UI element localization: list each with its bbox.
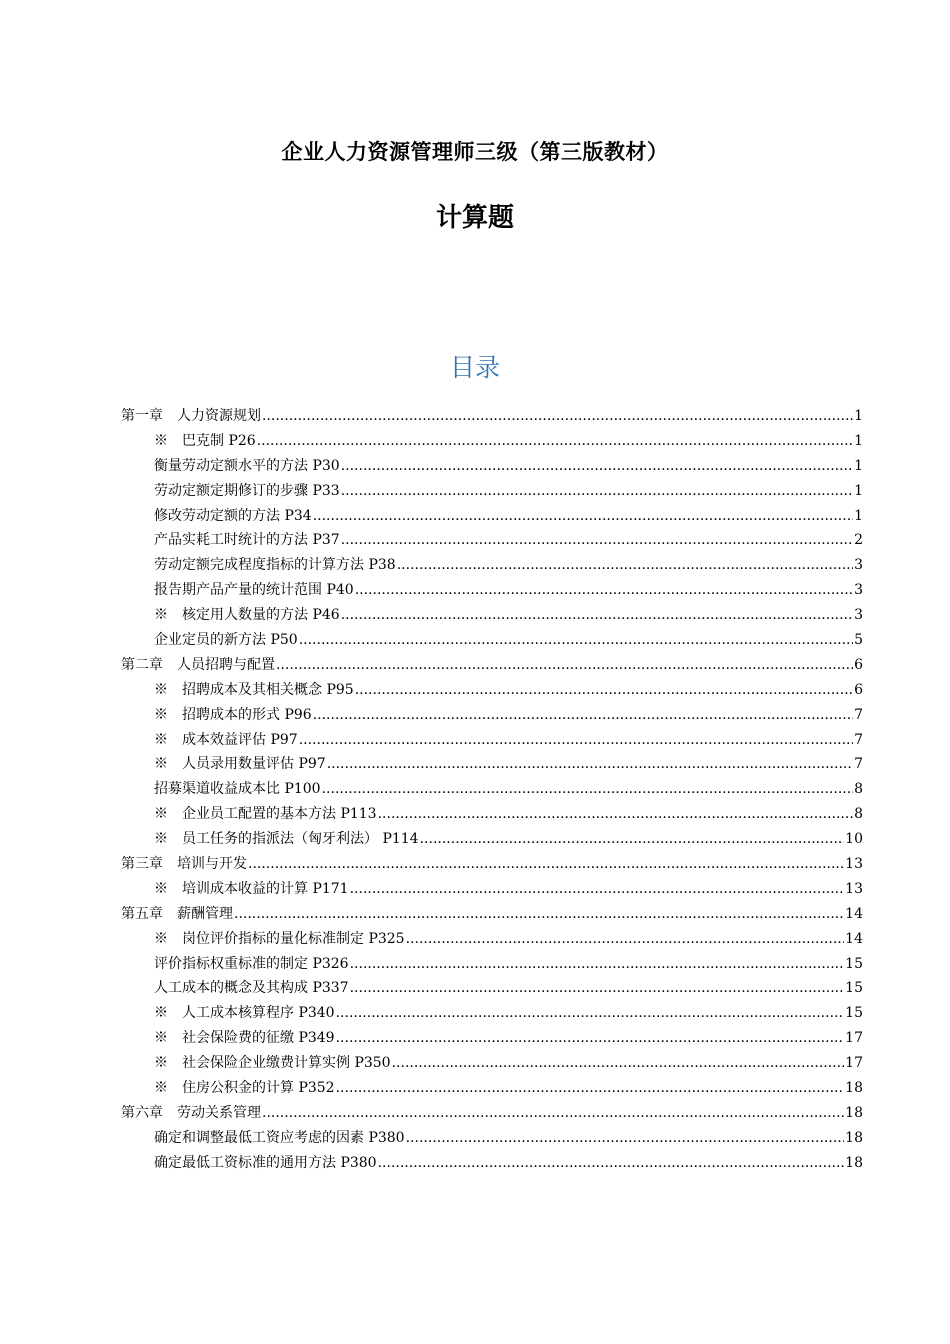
toc-entry-title: ※ 员工任务的指派法（匈牙利法） P114	[154, 831, 419, 848]
toc-section-entry[interactable]	[121, 703, 863, 728]
toc-page-number: 5	[854, 632, 863, 649]
toc-page-number: 7	[854, 706, 863, 723]
toc-page-number: 1	[854, 482, 863, 499]
toc-entry-title: ※ 社会保险企业缴费计算实例 P350	[154, 1055, 391, 1072]
toc-page-number: 3	[854, 557, 863, 574]
toc-entry-title: ※ 核定用人数量的方法 P46	[154, 607, 340, 624]
toc-section-entry[interactable]	[121, 504, 863, 529]
toc-dot-leader	[341, 479, 853, 504]
toc-section-entry[interactable]	[121, 479, 863, 504]
toc-section-entry[interactable]	[121, 1126, 863, 1151]
toc-dot-leader	[257, 429, 853, 454]
toc-dot-leader	[299, 728, 853, 753]
toc-page-number: 6	[854, 681, 863, 698]
toc-section-entry[interactable]	[121, 802, 863, 827]
toc-entry-title: 人工成本的概念及其构成 P337	[154, 980, 349, 997]
toc-page-number: 1	[854, 432, 863, 449]
toc-dot-leader	[234, 902, 844, 927]
toc-page-number: 18	[845, 1154, 863, 1171]
toc-heading: 目录	[449, 353, 500, 382]
toc-section-entry[interactable]	[121, 454, 863, 479]
toc-entry-title: 企业定员的新方法 P50	[154, 632, 298, 649]
toc-chapter-entry[interactable]	[121, 902, 863, 927]
toc-section-entry[interactable]	[121, 1026, 863, 1051]
toc-chapter-entry[interactable]	[121, 1101, 863, 1126]
toc-dot-leader	[336, 1076, 845, 1101]
toc-section-entry[interactable]	[121, 752, 863, 777]
toc-page-number: 3	[854, 607, 863, 624]
table-of-contents	[121, 404, 863, 1176]
toc-section-entry[interactable]	[121, 1076, 863, 1101]
toc-chapter-entry[interactable]	[121, 852, 863, 877]
toc-page-number: 10	[845, 831, 863, 848]
toc-page-number: 2	[854, 532, 863, 549]
toc-dot-leader	[341, 454, 853, 479]
toc-dot-leader	[322, 777, 853, 802]
toc-dot-leader	[336, 1001, 845, 1026]
toc-section-entry[interactable]	[121, 827, 863, 852]
toc-page-number: 1	[854, 408, 863, 424]
toc-entry-title: 评价指标权重标准的制定 P326	[154, 955, 349, 972]
toc-entry-title: 产品实耗工时统计的方法 P37	[154, 532, 340, 549]
toc-section-entry[interactable]	[121, 927, 863, 952]
toc-dot-leader	[327, 752, 853, 777]
toc-dot-leader	[355, 678, 853, 703]
toc-entry-title: 第一章 人力资源规划	[121, 408, 261, 424]
toc-dot-leader	[378, 1151, 845, 1176]
toc-dot-leader	[406, 927, 845, 952]
toc-page-number: 15	[845, 1005, 863, 1022]
toc-page-number: 17	[845, 1055, 863, 1072]
toc-dot-leader	[378, 802, 853, 827]
toc-dot-leader	[313, 703, 853, 728]
toc-dot-leader	[262, 404, 853, 429]
toc-entry-title: 衡量劳动定额水平的方法 P30	[154, 457, 340, 474]
toc-page-number: 13	[845, 880, 863, 897]
toc-entry-title: 报告期产品产量的统计范围 P40	[154, 582, 354, 599]
toc-page-number: 14	[845, 905, 863, 922]
toc-dot-leader	[248, 852, 844, 877]
toc-page-number: 15	[845, 955, 863, 972]
toc-entry-title: 第三章 培训与开发	[121, 856, 247, 873]
toc-entry-title: 劳动定额完成程度指标的计算方法 P38	[154, 557, 396, 574]
toc-section-entry[interactable]	[121, 1051, 863, 1076]
toc-entry-title: ※ 人员录用数量评估 P97	[154, 756, 326, 773]
toc-dot-leader	[341, 603, 853, 628]
toc-section-entry[interactable]	[121, 1151, 863, 1176]
toc-entry-title: 第二章 人员招聘与配置	[121, 656, 275, 673]
toc-dot-leader	[392, 1051, 845, 1076]
toc-dot-leader	[397, 553, 853, 578]
toc-dot-leader	[350, 952, 845, 977]
toc-entry-title: ※ 成本效益评估 P97	[154, 731, 298, 748]
toc-section-entry[interactable]	[121, 777, 863, 802]
toc-dot-leader	[336, 1026, 845, 1051]
toc-entry-title: ※ 培训成本收益的计算 P171	[154, 880, 349, 897]
toc-page-number: 1	[854, 457, 863, 474]
toc-page-number: 8	[854, 806, 863, 823]
toc-section-entry[interactable]	[121, 877, 863, 902]
toc-dot-leader	[276, 653, 853, 678]
toc-dot-leader	[350, 976, 845, 1001]
toc-page-number: 18	[845, 1129, 863, 1146]
toc-page-number: 18	[845, 1080, 863, 1097]
toc-dot-leader	[341, 528, 853, 553]
toc-page-number: 15	[845, 980, 863, 997]
toc-entry-title: 修改劳动定额的方法 P34	[154, 507, 312, 524]
toc-section-entry[interactable]	[121, 603, 863, 628]
toc-dot-leader	[350, 877, 845, 902]
toc-page-number: 8	[854, 781, 863, 798]
toc-section-entry[interactable]	[121, 429, 863, 454]
toc-page-number: 7	[854, 731, 863, 748]
toc-page-number: 6	[854, 656, 863, 673]
toc-chapter-entry[interactable]	[121, 653, 863, 678]
toc-section-entry[interactable]	[121, 976, 863, 1001]
toc-dot-leader	[262, 1101, 844, 1126]
toc-entry-title: ※ 企业员工配置的基本方法 P113	[154, 806, 377, 823]
toc-entry-title: 第六章 劳动关系管理	[121, 1104, 261, 1121]
toc-page-number: 17	[845, 1030, 863, 1047]
toc-dot-leader	[355, 578, 853, 603]
toc-entry-title: 确定最低工资标准的通用方法 P380	[154, 1154, 377, 1171]
document-subtitle: 计算题	[435, 203, 514, 233]
toc-section-entry[interactable]	[121, 628, 863, 653]
toc-entry-title: ※ 招聘成本及其相关概念 P95	[154, 681, 354, 698]
toc-section-entry[interactable]	[121, 578, 863, 603]
toc-page-number: 18	[845, 1104, 863, 1121]
toc-page-number: 13	[845, 856, 863, 873]
toc-dot-leader	[313, 504, 853, 529]
toc-section-entry[interactable]	[121, 553, 863, 578]
toc-entry-title: ※ 岗位评价指标的量化标准制定 P325	[154, 930, 405, 947]
toc-entry-title: 劳动定额定期修订的步骤 P33	[154, 482, 340, 499]
toc-entry-title: 第五章 薪酬管理	[121, 905, 233, 922]
toc-entry-title: ※ 住房公积金的计算 P352	[154, 1080, 335, 1097]
toc-page-number: 3	[854, 582, 863, 599]
toc-dot-leader	[406, 1126, 845, 1151]
document-title: 企业人力资源管理师三级（第三版教材）	[281, 140, 669, 164]
toc-entry-title: 招募渠道收益成本比 P100	[154, 781, 321, 798]
toc-section-entry[interactable]	[121, 728, 863, 753]
toc-entry-title: ※ 巴克制 P26	[154, 432, 256, 449]
toc-dot-leader	[299, 628, 853, 653]
toc-dot-leader	[420, 827, 845, 852]
toc-section-entry[interactable]	[121, 1001, 863, 1026]
toc-entry-title: ※ 人工成本核算程序 P340	[154, 1005, 335, 1022]
toc-page-number: 1	[854, 507, 863, 524]
toc-entry-title: ※ 招聘成本的形式 P96	[154, 706, 312, 723]
toc-page-number: 14	[845, 930, 863, 947]
toc-page-number: 7	[854, 756, 863, 773]
toc-entry-title: 确定和调整最低工资应考虑的因素 P380	[154, 1129, 405, 1146]
toc-section-entry[interactable]	[121, 528, 863, 553]
toc-chapter-entry[interactable]	[121, 404, 863, 429]
toc-section-entry[interactable]	[121, 952, 863, 977]
toc-section-entry[interactable]	[121, 678, 863, 703]
toc-entry-title: ※ 社会保险费的征缴 P349	[154, 1030, 335, 1047]
